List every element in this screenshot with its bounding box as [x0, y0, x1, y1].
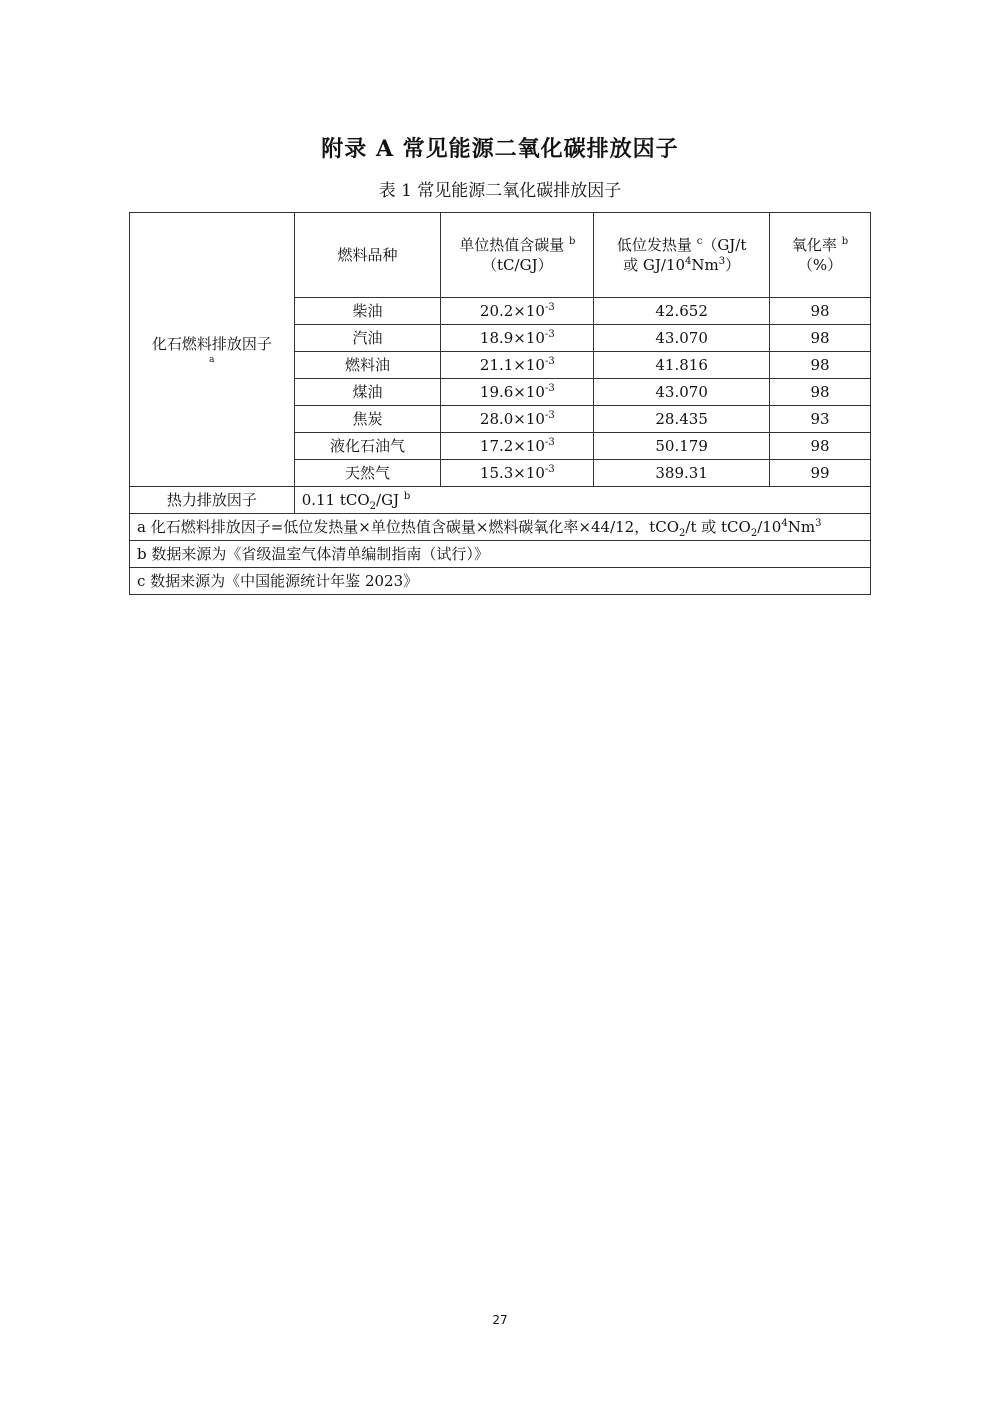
carbon-mantissa: 15.3×10	[479, 464, 545, 482]
fuel-name-cell: 液化石油气	[294, 433, 441, 460]
fossil-category-cell	[130, 213, 295, 487]
note-row-c	[130, 568, 871, 595]
header-ncv-exp2: 3	[718, 256, 726, 267]
carbon-exponent: -3	[544, 437, 555, 448]
heat-value-footnote-mark: b	[403, 491, 411, 502]
note-b: b 数据来源为《省级温室气体清单编制指南（试行）》	[130, 541, 871, 568]
heat-factor-value	[294, 487, 870, 514]
header-ncv-footnote-mark: c	[696, 236, 703, 247]
fuel-name-cell: 燃料油	[294, 352, 441, 379]
note-a-sup2: 3	[815, 518, 822, 529]
carbon-mantissa: 28.0×10	[479, 410, 545, 428]
note-a-text2: /t 或 tCO	[685, 518, 751, 536]
ncv-cell: 42.652	[594, 298, 770, 325]
note-c: c 数据来源为《中国能源统计年鉴 2023》	[130, 568, 871, 595]
carbon-content-cell	[441, 379, 594, 406]
header-ncv-unit-d: ）	[725, 256, 741, 274]
ncv-cell: 43.070	[594, 325, 770, 352]
fuel-name-cell: 柴油	[294, 298, 441, 325]
note-a-text4: Nm	[787, 518, 816, 536]
oxidation-cell: 93	[770, 406, 871, 433]
heat-factor-label: 热力排放因子	[130, 487, 295, 514]
carbon-exponent: -3	[544, 356, 555, 367]
header-ncv-unit-a: （GJ/t	[702, 236, 747, 254]
heat-factor-row	[130, 487, 871, 514]
fossil-category-label: 化石燃料排放因子	[151, 334, 272, 353]
note-a-sup1: 4	[781, 518, 788, 529]
oxidation-cell: 98	[770, 433, 871, 460]
ncv-cell: 43.070	[594, 379, 770, 406]
fuel-name-cell: 焦炭	[294, 406, 441, 433]
carbon-content-cell	[441, 460, 594, 487]
carbon-exponent: -3	[544, 302, 555, 313]
emission-factor-table	[129, 212, 871, 595]
note-a	[130, 514, 871, 541]
fuel-name-cell: 汽油	[294, 325, 441, 352]
header-ncv-exp: 4	[685, 256, 692, 267]
note-row-b	[130, 541, 871, 568]
carbon-exponent: -3	[544, 410, 555, 421]
carbon-mantissa: 21.1×10	[479, 356, 545, 374]
page-number: 27	[492, 1313, 508, 1327]
oxidation-cell: 98	[770, 298, 871, 325]
ncv-cell: 28.435	[594, 406, 770, 433]
fuel-name-cell: 天然气	[294, 460, 441, 487]
fuel-name-cell: 煤油	[294, 379, 441, 406]
table-header-row	[130, 213, 871, 298]
header-oxidation-footnote-mark: b	[841, 236, 849, 247]
oxidation-cell: 99	[770, 460, 871, 487]
heat-value-unit: /GJ	[376, 491, 400, 509]
heat-value-sub: 2	[369, 501, 377, 512]
oxidation-cell: 98	[770, 352, 871, 379]
header-ncv-unit-c: Nm	[691, 256, 719, 274]
oxidation-cell: 98	[770, 379, 871, 406]
header-oxidation-text: 氧化率	[791, 236, 837, 254]
note-a-sub1: 2	[679, 528, 686, 539]
carbon-content-cell	[441, 433, 594, 460]
ncv-cell: 389.31	[594, 460, 770, 487]
header-oxidation	[770, 213, 871, 298]
header-ncv-unit-b: 或 GJ/10	[623, 256, 686, 274]
carbon-content-cell	[441, 325, 594, 352]
carbon-content-cell	[441, 298, 594, 325]
carbon-mantissa: 17.2×10	[479, 437, 545, 455]
note-row-a	[130, 514, 871, 541]
appendix-title: 附录 A 常见能源二氧化碳排放因子	[321, 136, 679, 162]
carbon-content-cell	[441, 352, 594, 379]
note-a-sub2: 2	[750, 528, 758, 539]
carbon-mantissa: 19.6×10	[479, 383, 545, 401]
header-carbon-text: 单位热值含碳量	[459, 236, 565, 254]
note-a-text3: /10	[757, 518, 782, 536]
heat-value-text: 0.11 tCO	[301, 491, 370, 509]
fossil-category-footnote-mark: a	[209, 354, 215, 365]
header-fuel-type: 燃料品种	[294, 213, 441, 298]
carbon-exponent: -3	[544, 383, 555, 394]
ncv-cell: 41.816	[594, 352, 770, 379]
note-a-text: a 化石燃料排放因子=低位发热量×单位热值含碳量×燃料碳氧化率×44/12，tCO	[137, 518, 680, 536]
header-ncv-text: 低位发热量	[616, 236, 692, 254]
carbon-exponent: -3	[544, 329, 555, 340]
header-oxidation-unit: （%）	[797, 256, 843, 274]
carbon-content-cell	[441, 406, 594, 433]
header-carbon-unit: （tC/GJ）	[482, 256, 553, 274]
header-carbon-footnote-mark: b	[569, 236, 576, 247]
carbon-mantissa: 18.9×10	[479, 329, 545, 347]
carbon-mantissa: 20.2×10	[479, 302, 545, 320]
carbon-exponent: -3	[544, 464, 555, 475]
table-caption: 表 1 常见能源二氧化碳排放因子	[378, 181, 622, 201]
header-ncv	[594, 213, 770, 298]
ncv-cell: 50.179	[594, 433, 770, 460]
header-carbon-content	[441, 213, 594, 298]
oxidation-cell: 98	[770, 325, 871, 352]
